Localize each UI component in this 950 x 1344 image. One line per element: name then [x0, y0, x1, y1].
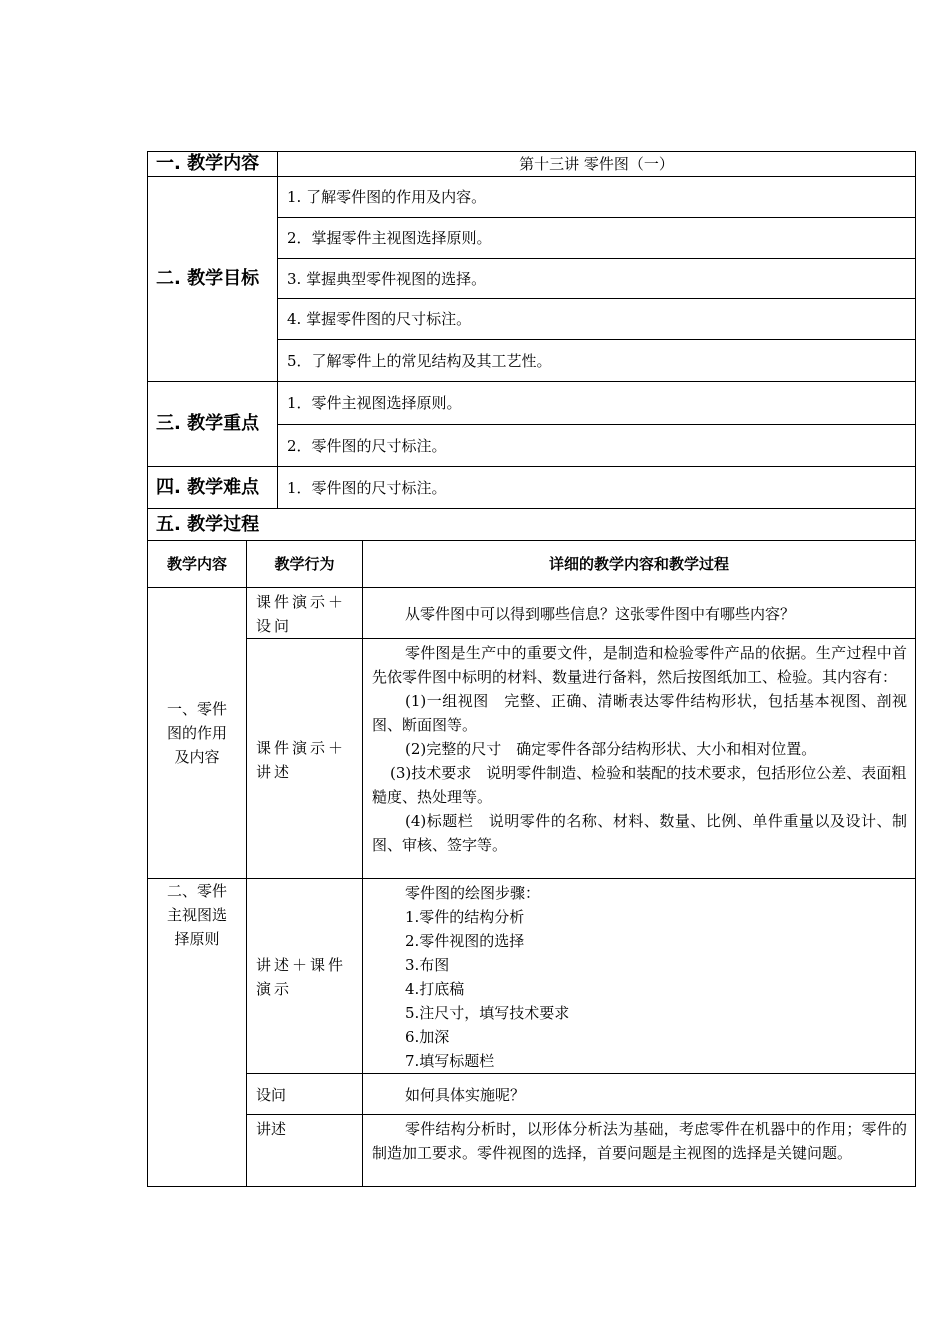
section-1-label: 一. 教学内容 — [148, 152, 278, 177]
content-item: (3)技术要求 说明零件制造、检验和装配的技术要求，包括形位公差、表面粗糙度、热处理等。 — [372, 764, 907, 806]
goal-item: 1. 了解零件图的作用及内容。 — [278, 177, 916, 218]
goal-item: 5．了解零件上的常见结构及其工艺性。 — [278, 340, 916, 382]
section-5-label: 五. 教学过程 — [148, 509, 916, 541]
content-item: (1)一组视图 完整、正确、清晰表达零件结构形状，包括基本视图、剖视图、断面图等。 — [372, 692, 907, 734]
col-header-detail: 详细的教学内容和教学过程 — [363, 541, 916, 588]
part-1-behavior-2: 课件演示＋讲述 — [247, 639, 363, 879]
lesson-plan — [147, 151, 915, 1187]
goal-item: 2．掌握零件主视图选择原则。 — [278, 218, 916, 259]
part-1-content: 一、零件图的作用及内容 — [148, 588, 247, 879]
key-point-item: 1．零件主视图选择原则。 — [278, 382, 916, 425]
step-item: 7.填写标题栏 — [405, 1052, 495, 1070]
section-2-label: 二. 教学目标 — [148, 177, 278, 382]
steps-title: 零件图的绘图步骤： — [405, 884, 541, 902]
col-header-content: 教学内容 — [148, 541, 247, 588]
intro-paragraph: 零件图是生产中的重要文件，是制造和检验零件产品的依据。生产过程中首先依零件图中标明的材料、数量进行备料，然后按图纸加工、检验。其内容有： — [372, 644, 907, 686]
step-item: 5.注尺寸，填写技术要求 — [405, 1004, 570, 1022]
part-2-behavior-2: 设问 — [247, 1074, 363, 1115]
step-item: 2.零件视图的选择 — [405, 932, 525, 950]
step-item: 1.零件的结构分析 — [405, 908, 525, 926]
section-3-label: 三. 教学重点 — [148, 382, 278, 467]
part-2-detail-3: 零件结构分析时，以形体分析法为基础，考虑零件在机器中的作用；零件的制造加工要求。零件视图的选择，首要问题是主视图的选择是关键问题。 — [372, 1120, 907, 1162]
lesson-overview-table — [147, 151, 916, 541]
key-point-item: 2．零件图的尺寸标注。 — [278, 425, 916, 467]
step-item: 6.加深 — [405, 1028, 450, 1046]
col-header-behavior: 教学行为 — [247, 541, 363, 588]
part-2-behavior-3: 讲述 — [247, 1115, 363, 1187]
part-2-content: 二、零件主视图选择原则 — [148, 879, 247, 1187]
step-item: 3.布图 — [405, 956, 450, 974]
difficulty-item: 1．零件图的尺寸标注。 — [278, 467, 916, 509]
goal-item: 4. 掌握零件图的尺寸标注。 — [278, 299, 916, 340]
content-item: (4)标题栏 说明零件的名称、材料、数量、比例、单件重量以及设计、制图、审核、签字等。 — [372, 812, 907, 854]
content-item: (2)完整的尺寸 确定零件各部分结构形状、大小和相对位置。 — [405, 740, 817, 758]
section-4-label: 四. 教学难点 — [148, 467, 278, 509]
part-2-behavior-1: 讲述＋课件演示 — [247, 879, 363, 1074]
part-1-detail-1: 从零件图中可以得到哪些信息？这张零件图中有哪些内容？ — [405, 605, 796, 623]
part-1-behavior-1: 课件演示＋设问 — [247, 588, 363, 639]
part-1-detail-2 — [363, 639, 916, 879]
drawing-steps — [363, 879, 916, 1074]
step-item: 4.打底稿 — [405, 980, 465, 998]
part-2-detail-2: 如何具体实施呢？ — [405, 1086, 526, 1104]
lesson-title: 第十三讲 零件图（一） — [278, 152, 916, 177]
process-table — [147, 540, 916, 1187]
goal-item: 3. 掌握典型零件视图的选择。 — [278, 259, 916, 299]
